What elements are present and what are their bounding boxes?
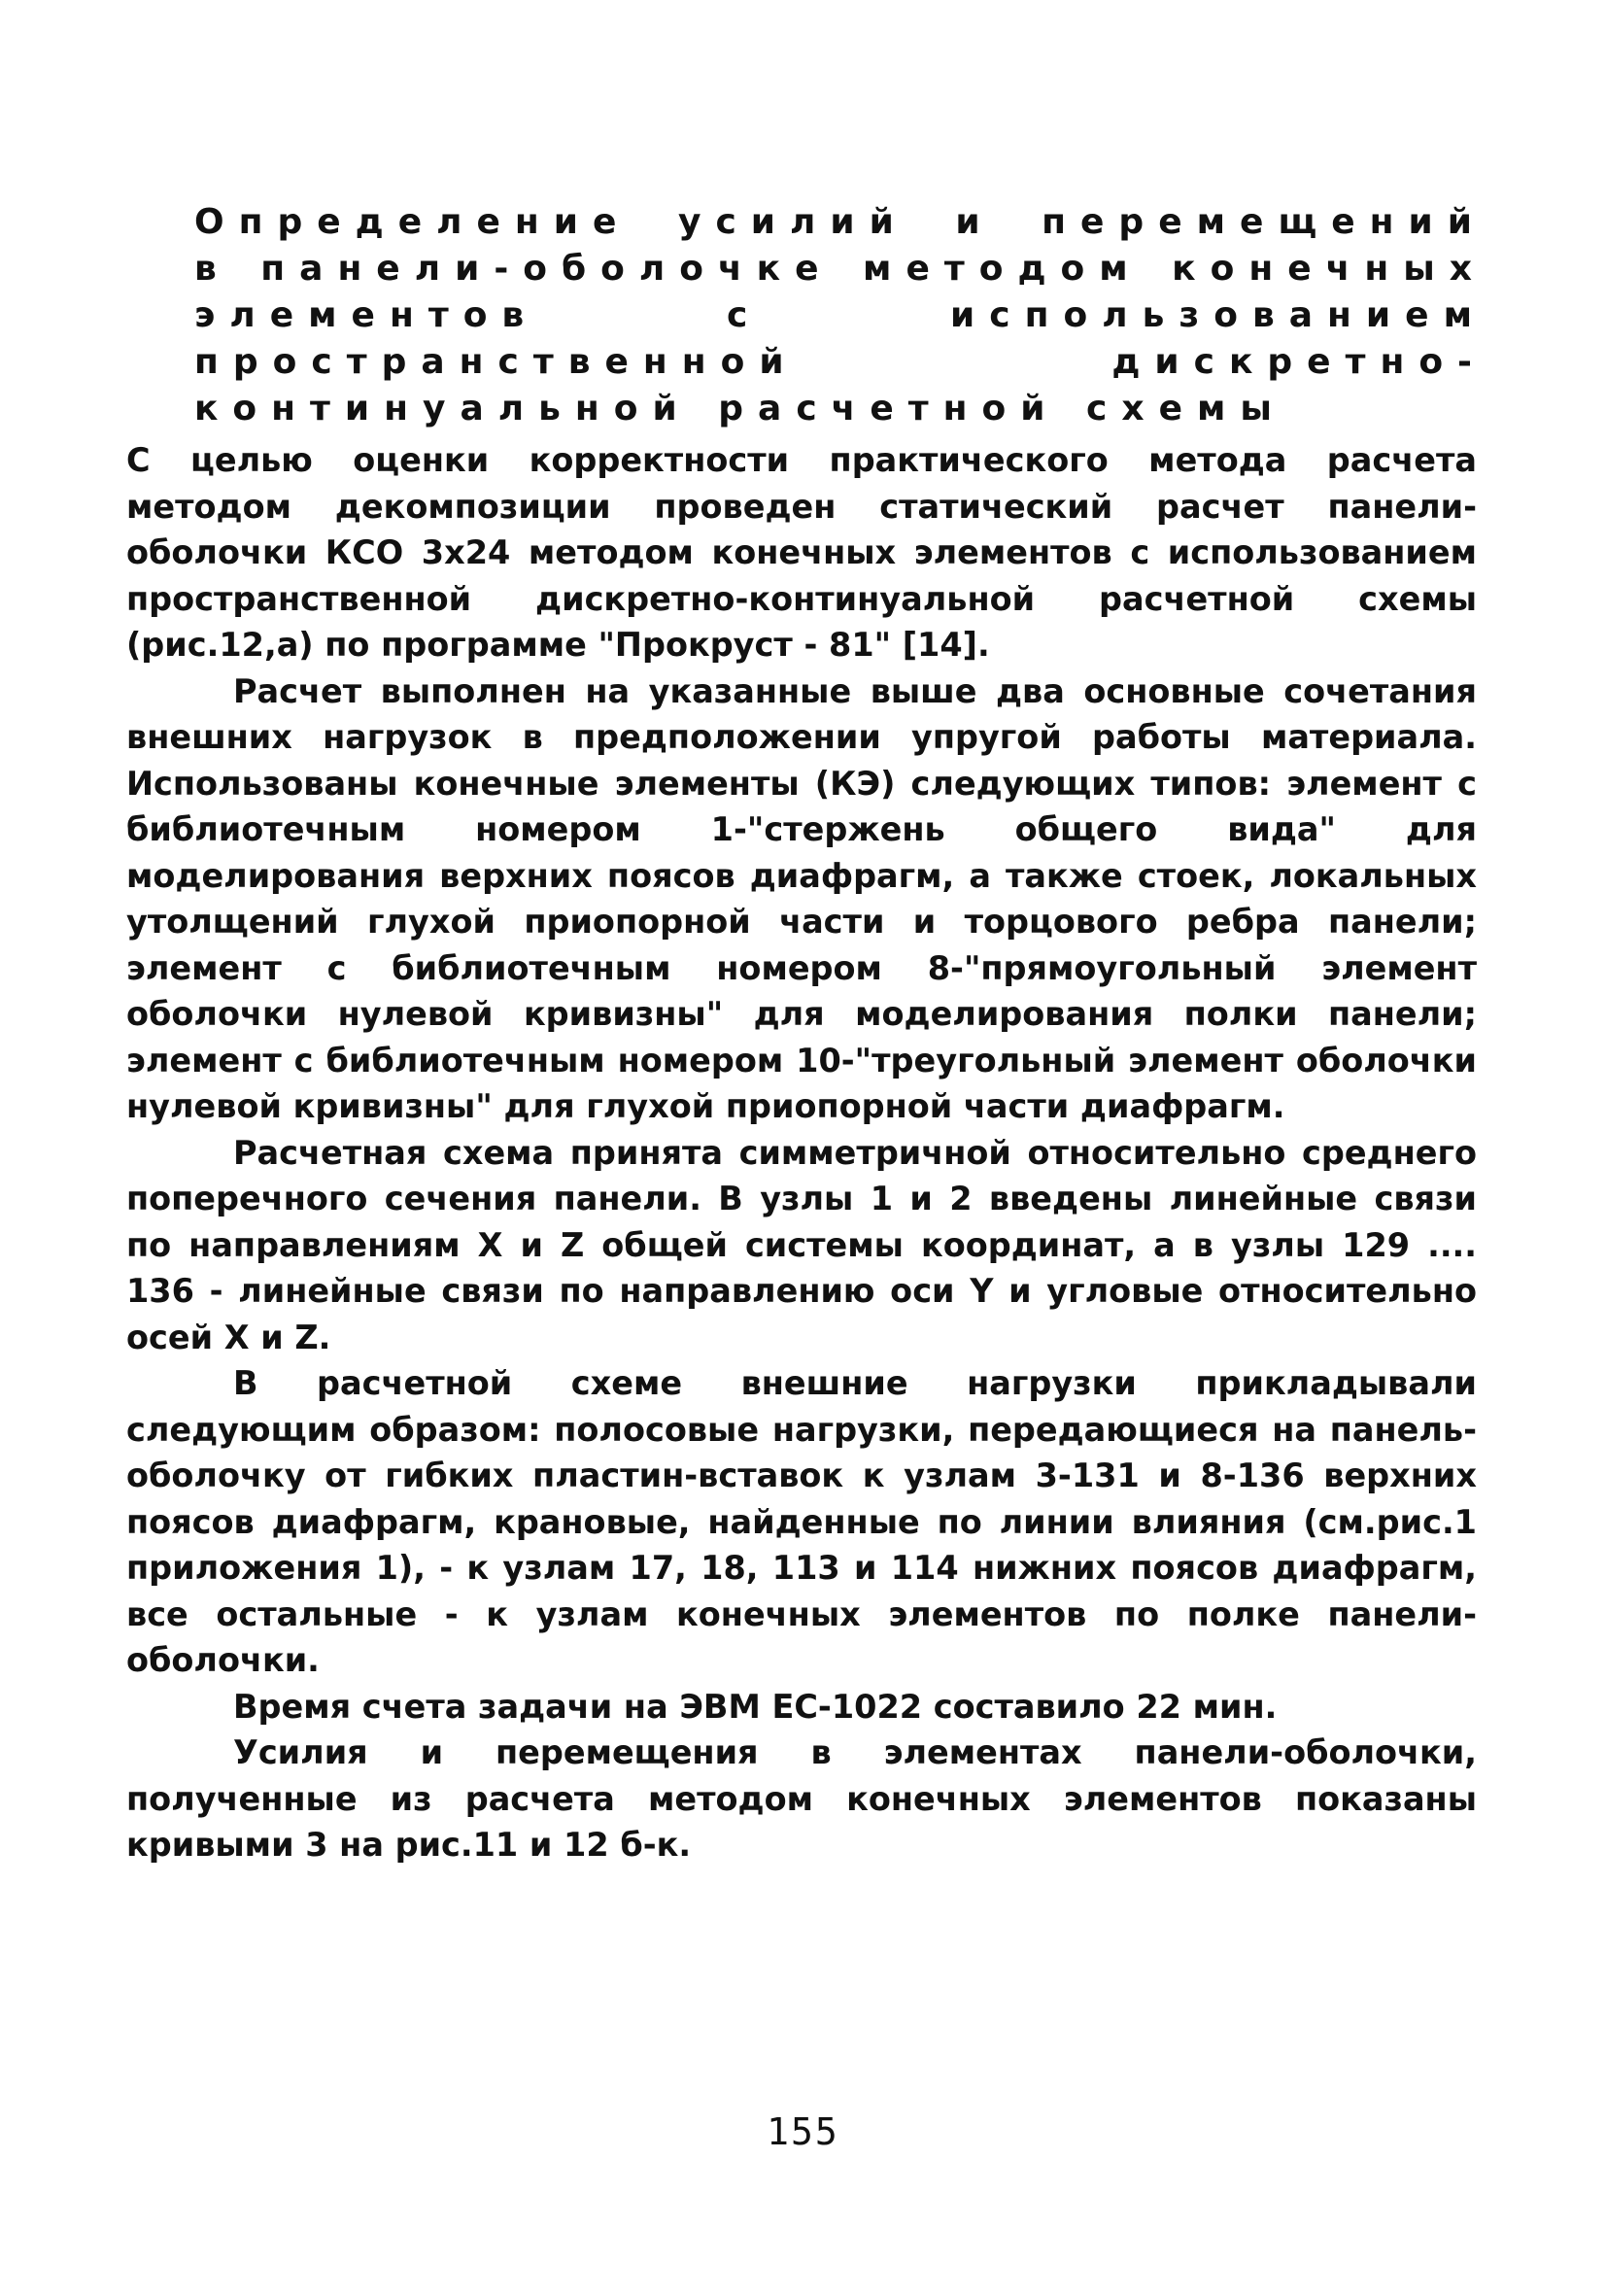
body-text — [126, 437, 1477, 1868]
paragraph-loads: В расчетной схеме внешние нагрузки прикладывали следующим образом: полосовые нагрузки, передающиеся на панель-оболочку от гибких пластин-вставок к узлам 3-131 и 8-136 верхних поясов диафрагм, крановые, найденные по линии влияния (см.рис.1 приложения 1), - к узлам 17, 18, 113 и 114 нижних поясов диафрагм, все остальные - к узлам конечных элементов по полке панели-оболочки. — [126, 1364, 1477, 1679]
paragraph-results: Усилия и перемещения в элементах панели-оболочки, полученные из расчета методом конечных элементов показаны кривыми 3 на рис.11 и 12 б-к. — [126, 1733, 1477, 1864]
section-heading: Определение усилий и перемещений в панели-оболочке методом конечных элементов с использованием пространственной дискретно-континуальной расчетной схемы — [194, 202, 1486, 428]
paragraph-scheme: Расчетная схема принята симметричной относительно среднего поперечного сечения панели. В узлы 1 и 2 введены линейные связи по направлениям X и Z общей системы координат, а в узлы 129 .... 136 - линейные связи по направлению оси Y и угловые относительно осей X и Z. — [126, 1133, 1477, 1356]
page-number: 155 — [767, 2110, 839, 2153]
paragraph-elements: Расчет выполнен на указанные выше два основные сочетания внешних нагрузок в предположении упругой работы материала. Использованы конечные элементы (КЭ) следующих типов: элемент с библиотечным номером 1-"стержень общего вида" для моделирования верхних поясов диафрагм, а также стоек, локальных утолщений глухой приопорной части и торцового ребра панели; элемент с библиотечным номером 8-"прямоугольный элемент оболочки нулевой кривизны" для моделирования полки панели; элемент с библиотечным номером 10-"треугольный элемент оболочки нулевой кривизны" для глухой приопорной части диафрагм. — [126, 671, 1477, 1125]
paragraph-time: Время счета задачи на ЭВМ ЕС-1022 составило 22 мин. — [233, 1687, 1278, 1726]
paragraph-intro: С целью оценки корректности практического метода расчета методом декомпозиции проведен статический расчет панели-оболочки КСО 3х24 методом конечных элементов с использованием пространственной дискретно-континуальной расчетной схемы (рис.12,а) по программе "Прокруст - 81" [14]. — [126, 441, 1477, 664]
